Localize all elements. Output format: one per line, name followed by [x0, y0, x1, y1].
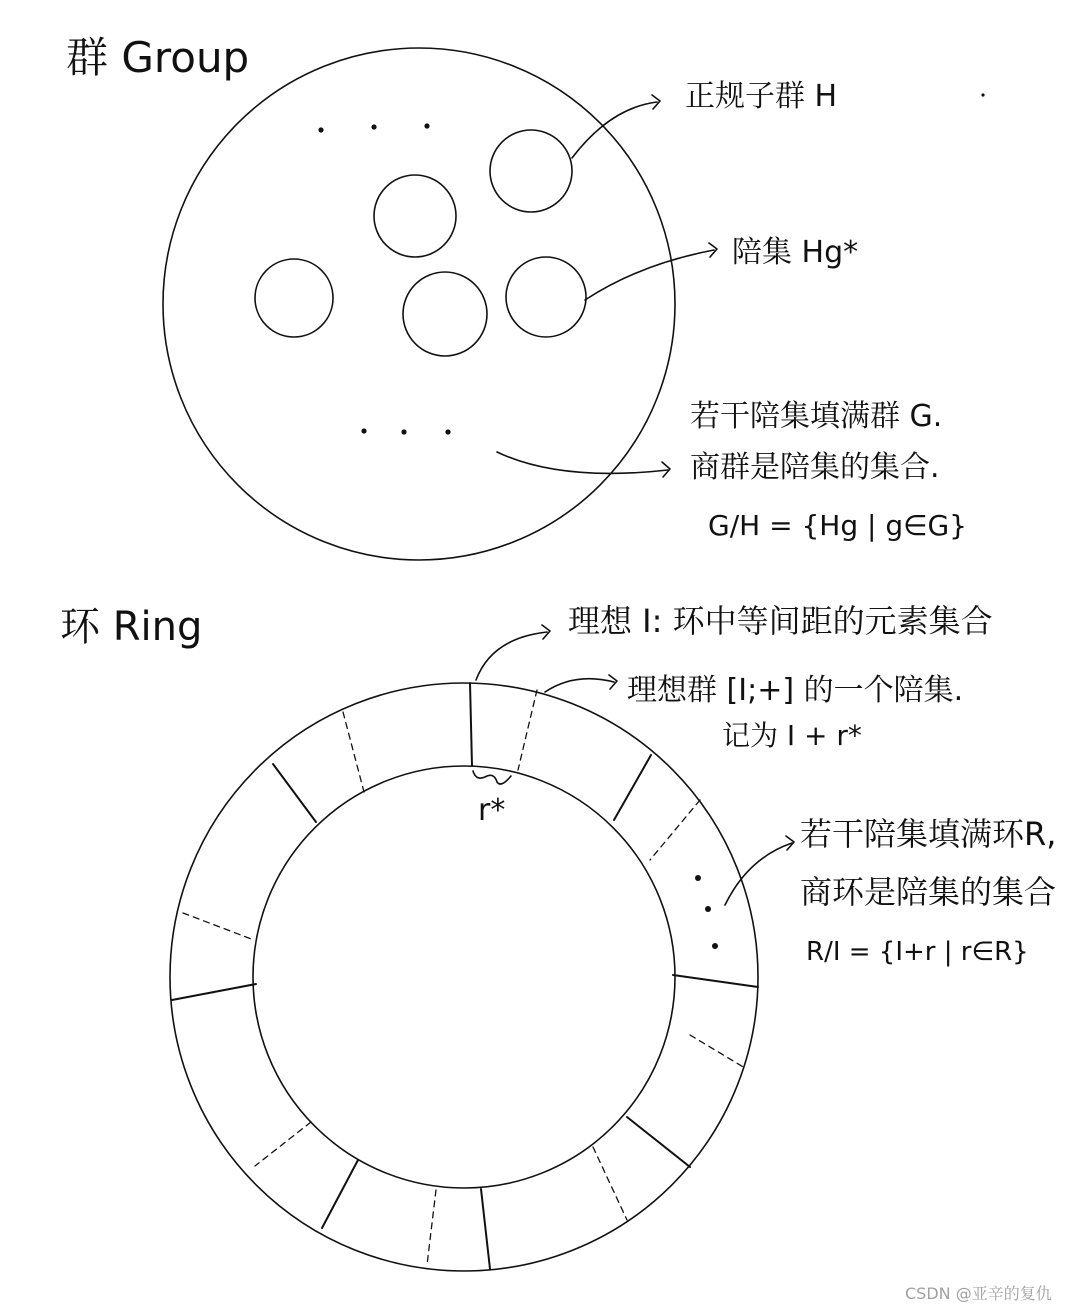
ring-outer-circle	[170, 683, 758, 1271]
coset-divider-dashed	[255, 1122, 311, 1166]
ring-note-line1: 若干陪集填满环R,	[800, 815, 1057, 853]
coset-divider-solid	[273, 764, 316, 822]
normal-subgroup-label: 正规子群 H	[685, 79, 838, 114]
r-brace	[473, 771, 511, 784]
r-label: r*	[478, 793, 506, 828]
group-note-line1: 若干陪集填满群 G.	[690, 399, 943, 434]
coset-divider-dashed	[690, 1035, 745, 1068]
coset-divider-dashed	[183, 913, 254, 940]
group-section	[66, 33, 985, 560]
coset-circle	[374, 175, 456, 257]
coset-divider-dashed	[343, 712, 364, 792]
coset-divider-dashed	[518, 690, 537, 770]
watermark: CSDN @亚辛的复仇	[905, 1284, 1052, 1303]
coset-divider-dashed	[593, 1147, 627, 1220]
arrow-ideal-coset	[545, 675, 617, 692]
ideal-coset-notation: 记为 I + r*	[722, 719, 862, 752]
ellipsis-dot	[318, 127, 323, 132]
coset-divider-dashed	[427, 1190, 436, 1265]
arrow-normal-subgroup	[572, 95, 660, 158]
coset-divider-solid	[172, 984, 256, 1000]
ellipsis-dot	[695, 875, 701, 881]
quotient-ring-formula: R/I = {I+r | r∈R}	[806, 937, 1029, 967]
coset-divider-solid	[481, 1189, 490, 1269]
normal-subgroup-circle	[490, 130, 572, 212]
coset-divider-solid	[470, 683, 472, 766]
arrow-quotient-ring	[725, 836, 794, 905]
arrow-quotient-group	[497, 452, 670, 477]
group-note-line2: 商群是陪集的集合.	[690, 450, 940, 485]
ellipsis-dot	[705, 906, 711, 912]
group-title: 群 Group	[66, 33, 250, 82]
ellipsis-dot	[712, 943, 718, 949]
ring-inner-circle	[253, 766, 675, 1188]
coset-divider-solid	[627, 1117, 690, 1167]
stray-dot	[981, 93, 984, 96]
ellipsis-dot	[371, 124, 376, 129]
coset-circle	[255, 259, 333, 337]
arrow-ideal	[476, 625, 550, 680]
coset-divider-solid	[673, 975, 758, 987]
ideal-coset-label: 理想群 [I;+] 的一个陪集.	[627, 673, 964, 708]
ideal-label: 理想 I: 环中等间距的元素集合	[568, 602, 993, 640]
coset-circle	[403, 272, 487, 356]
ellipsis-dot	[445, 429, 450, 434]
quotient-group-formula: G/H = {Hg | g∈G}	[708, 509, 967, 542]
arrow-coset	[585, 243, 717, 300]
ring-note-line2: 商环是陪集的集合	[800, 873, 1057, 911]
ring-title: 环 Ring	[60, 604, 203, 650]
ellipsis-dot	[401, 429, 406, 434]
ellipsis-dot	[361, 428, 366, 433]
coset-circle-hg	[506, 257, 586, 337]
group-circle	[163, 48, 675, 560]
coset-divider-solid	[614, 755, 651, 820]
coset-divider-solid	[322, 1160, 358, 1228]
ring-section	[60, 602, 1056, 1271]
coset-label: 陪集 Hg*	[732, 235, 859, 270]
coset-divider-dashed	[650, 800, 700, 860]
ellipsis-dot	[424, 123, 429, 128]
